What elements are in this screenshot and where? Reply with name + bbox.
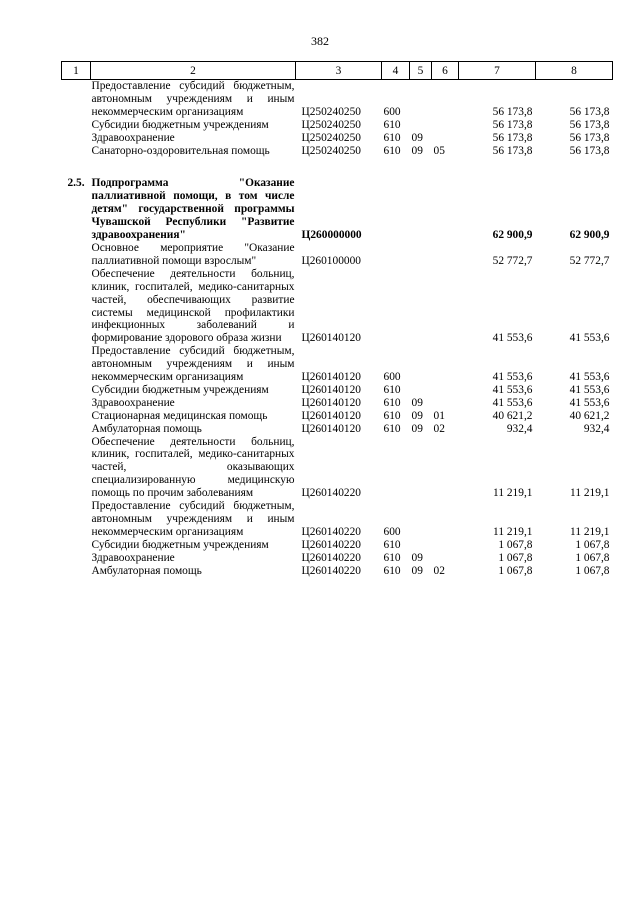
row-expense-type: 610 (383, 131, 401, 144)
row-section (410, 177, 432, 242)
row-subsection: 02 (433, 422, 445, 435)
row-amount-1: 41 553,6 (492, 396, 533, 409)
row-amount-1: 932,4 (506, 422, 533, 435)
table-row (62, 242, 613, 268)
row-number (62, 436, 91, 501)
header-cell: 3 (296, 62, 382, 80)
row-code: Ц250240250 (301, 131, 361, 144)
row-subsection: 05 (433, 144, 445, 157)
row-number (62, 410, 91, 423)
row-subsection (432, 119, 459, 132)
row-code: Ц260140120 (301, 422, 361, 435)
row-subsection (432, 345, 459, 384)
row-subsection (432, 539, 459, 552)
row-amount-2: 56 173,8 (569, 105, 610, 118)
row-code: Ц260100000 (301, 254, 361, 267)
row-section (410, 119, 432, 132)
row-section (410, 345, 432, 384)
row-amount-2: 41 553,6 (569, 332, 610, 345)
table-row (62, 436, 613, 501)
row-number: 2.5. (67, 177, 85, 190)
header-cell: 7 (459, 62, 536, 80)
row-name: Амбулаторная помощь (91, 564, 202, 577)
row-expense-type (382, 177, 410, 242)
row-expense-type (382, 268, 410, 345)
row-amount-1: 41 553,6 (492, 383, 533, 396)
row-amount-2: 1 067,8 (575, 551, 610, 564)
row-section: 09 (411, 551, 423, 564)
row-amount-2: 52 772,7 (569, 254, 610, 267)
row-name: Обеспечение деятельности больниц, клиник, госпиталей, медико-санитарных частей, оказывающих специализированную медицинскую помощь по прочим заболеваниям (91, 435, 295, 500)
row-code: Ц260140120 (301, 396, 361, 409)
row-spacer (62, 157, 613, 177)
row-subsection: 01 (433, 409, 445, 422)
row-code: Ц260140220 (301, 564, 361, 577)
header-cell: 1 (62, 62, 91, 80)
row-amount-2: 1 067,8 (575, 538, 610, 551)
row-amount-1: 40 621,2 (492, 409, 533, 422)
row-expense-type: 610 (383, 422, 401, 435)
row-amount-1: 1 067,8 (498, 538, 533, 551)
row-code: Ц260140220 (301, 551, 361, 564)
row-code: Ц260140120 (301, 332, 361, 345)
row-number (62, 268, 91, 345)
row-amount-2: 56 173,8 (569, 131, 610, 144)
table-row (62, 500, 613, 539)
row-section: 09 (411, 564, 423, 577)
row-code: Ц250240250 (301, 144, 361, 157)
row-code: Ц250240250 (301, 118, 361, 131)
row-amount-1: 62 900,9 (492, 229, 533, 242)
budget-table (61, 61, 613, 578)
header-cell: 6 (432, 62, 459, 80)
row-number (62, 119, 91, 132)
row-amount-2: 40 621,2 (569, 409, 610, 422)
row-expense-type: 610 (383, 144, 401, 157)
row-subsection (432, 397, 459, 410)
row-section (410, 242, 432, 268)
row-name: Здравоохранение (91, 551, 175, 564)
row-amount-2: 11 219,1 (570, 525, 610, 538)
row-subsection: 02 (433, 564, 445, 577)
row-code: Ц260140120 (301, 371, 361, 384)
row-expense-type: 610 (383, 409, 401, 422)
row-expense-type: 610 (383, 383, 401, 396)
row-code: Ц260140220 (301, 538, 361, 551)
row-amount-2: 56 173,8 (569, 118, 610, 131)
table-row (62, 345, 613, 384)
table-row (62, 268, 613, 345)
row-number (62, 565, 91, 578)
row-amount-2: 41 553,6 (569, 396, 610, 409)
row-section (410, 500, 432, 539)
row-expense-type: 610 (383, 538, 401, 551)
row-number (62, 552, 91, 565)
table-row (62, 423, 613, 436)
page-number: 382 (311, 34, 329, 48)
row-number (62, 500, 91, 539)
row-expense-type: 610 (383, 564, 401, 577)
row-number (62, 345, 91, 384)
row-amount-1: 56 173,8 (492, 131, 533, 144)
row-number (62, 80, 91, 119)
table-row (62, 145, 613, 158)
table-row (62, 410, 613, 423)
row-section: 09 (411, 422, 423, 435)
row-section: 09 (411, 144, 423, 157)
row-number (62, 384, 91, 397)
row-name: Амбулаторная помощь (91, 422, 202, 435)
row-name: Предоставление субсидий бюджетным, автономным учреждениям и иным некоммерческим организациям (91, 345, 295, 384)
row-number (62, 539, 91, 552)
header-row (62, 62, 613, 80)
row-amount-1: 11 219,1 (493, 487, 533, 500)
row-number (62, 242, 91, 268)
row-name: Здравоохранение (91, 131, 175, 144)
row-name: Подпрограмма "Оказание паллиативной помощи, в том числе детям" государственной программы Чувашской Республики "Развитие здравоохранения" (91, 177, 295, 242)
row-name: Предоставление субсидий бюджетным, автономным учреждениям и иным некоммерческим организациям (91, 500, 295, 538)
row-subsection (432, 132, 459, 145)
row-amount-1: 56 173,8 (492, 144, 533, 157)
row-number (62, 423, 91, 436)
row-amount-1: 52 772,7 (492, 254, 533, 267)
row-amount-1: 41 553,6 (492, 332, 533, 345)
row-section (410, 384, 432, 397)
table-row (62, 565, 613, 578)
header-cell: 2 (91, 62, 296, 80)
table-row (62, 132, 613, 145)
row-subsection (432, 500, 459, 539)
row-amount-1: 56 173,8 (492, 118, 533, 131)
row-code: Ц250240250 (301, 105, 361, 118)
table-row (62, 384, 613, 397)
table-row (62, 552, 613, 565)
row-code: Ц260000000 (301, 229, 362, 242)
row-code: Ц260140120 (301, 383, 361, 396)
row-name: Субсидии бюджетным учреждениям (91, 538, 269, 551)
row-expense-type (382, 436, 410, 501)
row-name: Санаторно-оздоровительная помощь (91, 144, 270, 157)
row-amount-2: 932,4 (583, 422, 610, 435)
row-amount-1: 41 553,6 (492, 371, 533, 384)
row-section: 09 (411, 396, 423, 409)
row-subsection (432, 384, 459, 397)
row-amount-2: 1 067,8 (575, 564, 610, 577)
row-amount-1: 11 219,1 (493, 525, 533, 538)
row-expense-type: 610 (383, 551, 401, 564)
row-number (62, 132, 91, 145)
row-amount-1: 56 173,8 (492, 105, 533, 118)
row-amount-1: 1 067,8 (498, 564, 533, 577)
row-code: Ц260140220 (301, 487, 361, 500)
row-subsection (432, 436, 459, 501)
row-subsection (432, 177, 459, 242)
row-name: Предоставление субсидий бюджетным, автономным учреждениям и иным некоммерческим организациям (91, 80, 295, 118)
row-subsection (432, 268, 459, 345)
table-row (62, 397, 613, 410)
row-section: 09 (411, 131, 423, 144)
row-name: Субсидии бюджетным учреждениям (91, 383, 269, 396)
row-section: 09 (411, 409, 423, 422)
table-row (62, 177, 613, 242)
table-row (62, 539, 613, 552)
row-section (410, 80, 432, 119)
row-section (410, 436, 432, 501)
header-cell: 5 (410, 62, 432, 80)
row-number (62, 397, 91, 410)
row-name: Обеспечение деятельности больниц, клиник, госпиталей, медико-санитарных частей, обеспечивающих развитие системы медицинской профилактики инфекционных заболеваний и формирование здорового образа жизни (91, 267, 295, 345)
table-header (62, 62, 613, 80)
row-name: Основное мероприятие "Оказание паллиативной помощи взрослым" (91, 241, 295, 267)
row-expense-type: 610 (383, 396, 401, 409)
row-section (410, 268, 432, 345)
row-amount-1: 1 067,8 (498, 551, 533, 564)
row-amount-2: 11 219,1 (570, 487, 610, 500)
row-number (62, 145, 91, 158)
row-code: Ц260140120 (301, 409, 361, 422)
row-expense-type: 610 (383, 118, 401, 131)
row-subsection (432, 552, 459, 565)
table-body (62, 80, 613, 578)
row-amount-2: 41 553,6 (569, 383, 610, 396)
row-expense-type: 600 (383, 105, 401, 118)
row-subsection (432, 80, 459, 119)
row-code: Ц260140220 (301, 525, 361, 538)
row-expense-type (382, 242, 410, 268)
row-name: Стационарная медицинская помощь (91, 409, 268, 422)
table-row (62, 80, 613, 119)
table-row (62, 119, 613, 132)
row-subsection (432, 242, 459, 268)
row-amount-2: 56 173,8 (569, 144, 610, 157)
row-expense-type: 600 (383, 525, 401, 538)
row-name: Субсидии бюджетным учреждениям (91, 118, 269, 131)
row-expense-type: 600 (383, 371, 401, 384)
row-section (410, 539, 432, 552)
row-amount-2: 41 553,6 (569, 371, 610, 384)
header-cell: 4 (382, 62, 410, 80)
header-cell: 8 (536, 62, 613, 80)
row-amount-2: 62 900,9 (569, 229, 610, 242)
spacer-cell (62, 157, 613, 177)
row-name: Здравоохранение (91, 396, 175, 409)
